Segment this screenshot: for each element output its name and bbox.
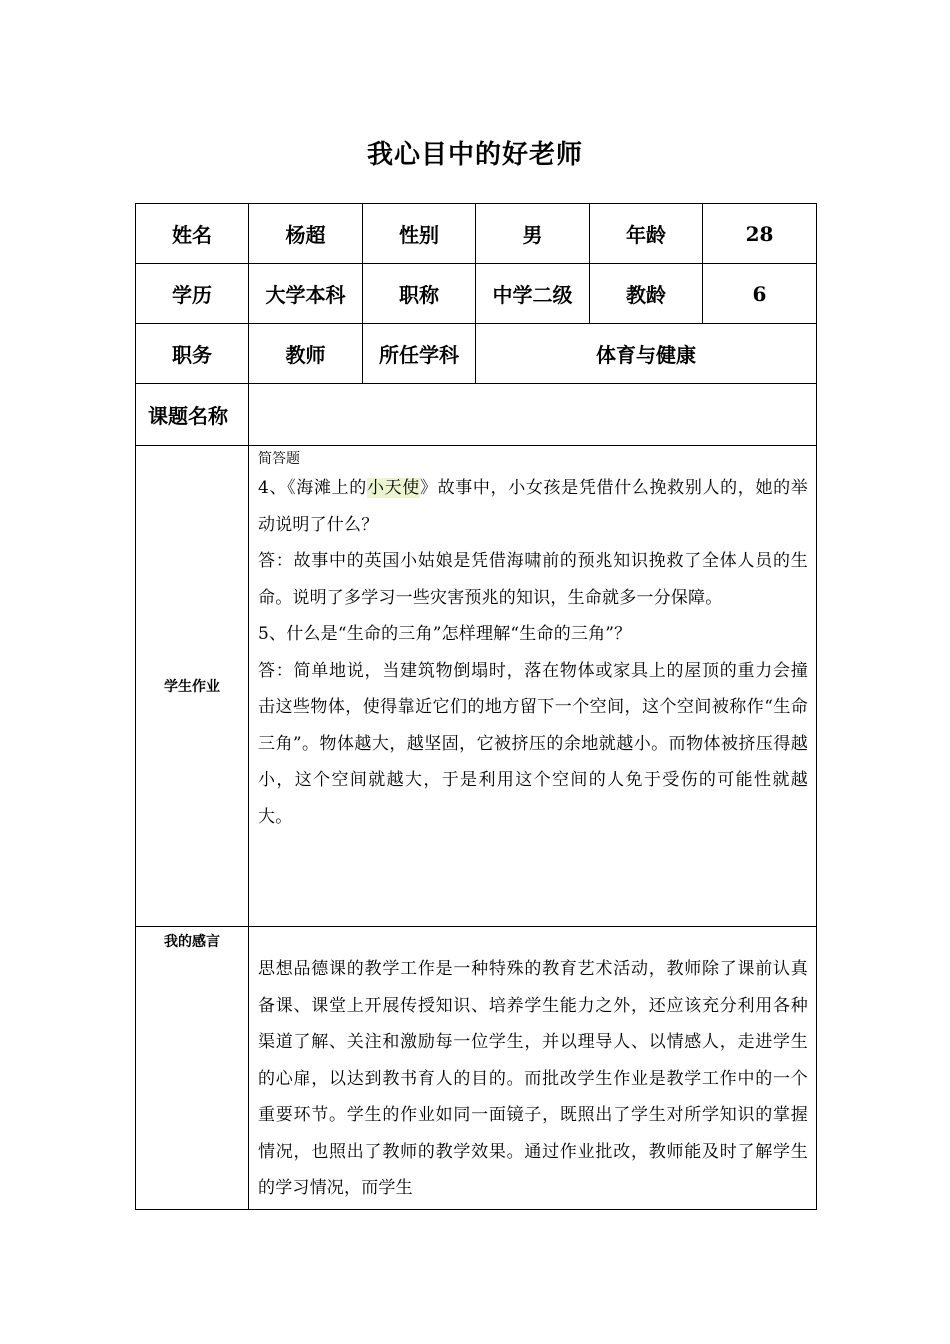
homework-content [249, 446, 817, 927]
name-value: 杨超 [249, 204, 363, 264]
duty-value: 教师 [249, 324, 363, 384]
feelings-text: 思想品德课的教学工作是一种特殊的教育艺术活动，教师除了课前认真备课、课堂上开展传授知识、培养学生能力之外，还应该充分利用各种渠道了解、关注和激励每一位学生，并以理导人、以情感人，走进学生的心扉，以达到教书育人的目的。而批改学生作业是教学工作中的一个重要环节。学生的作业如同一面镜子，既照出了学生对所学知识的掌握情况，也照出了教师的教学效果。通过作业批改，教师能及时了解学生的学习情况，而学生 [258, 959, 808, 1198]
question-5: 5、什么是“生命的三角”怎样理解“生命的三角”？ [258, 624, 632, 644]
page-title: 我心目中的好老师 [366, 140, 583, 170]
age-value: 28 [703, 204, 817, 264]
duty-label: 职务 [136, 324, 249, 384]
subject-label: 所任学科 [363, 324, 476, 384]
table-row [136, 927, 817, 1210]
topic-value [249, 384, 817, 446]
title-rank-label: 职称 [363, 264, 476, 324]
table-row [136, 204, 817, 264]
table-row [136, 446, 817, 927]
age-label: 年龄 [590, 204, 703, 264]
teaching-years-value: 6 [703, 264, 817, 324]
topic-label: 课题名称 [136, 384, 249, 446]
homework-heading: 简答题 [258, 451, 300, 467]
homework-label: 学生作业 [136, 446, 249, 927]
subject-value: 体育与健康 [476, 324, 817, 384]
answer-5: 答：简单地说，当建筑物倒塌时，落在物体或家具上的屋顶的重力会撞击这些物体，使得靠近它们的地方留下一个空间，这个空间被称作“生命三角”。物体越大，越坚固，它被挤压的余地就越小。而物体被挤压得越小，这个空间就越大，于是利用这个空间的人免于受伤的可能性就越大。 [258, 660, 808, 827]
teaching-years-label: 教龄 [590, 264, 703, 324]
question-4: 4、《海滩上的小天使》故事中，小女孩是凭借什么挽救别人的，她的举动说明了什么？ [258, 478, 808, 535]
title-rank-value: 中学二级 [476, 264, 590, 324]
education-label: 学历 [136, 264, 249, 324]
feelings-content [249, 927, 817, 1210]
answer-4: 答：故事中的英国小姑娘是凭借海啸前的预兆知识挽救了全体人员的生命。说明了多学习一些灾害预兆的知识，生命就多一分保障。 [258, 551, 808, 608]
table-row [136, 384, 817, 446]
table-row [136, 324, 817, 384]
table-row [136, 264, 817, 324]
gender-label: 性别 [363, 204, 476, 264]
education-value: 大学本科 [249, 264, 363, 324]
gender-value: 男 [476, 204, 590, 264]
feelings-label: 我的感言 [136, 927, 249, 1210]
teacher-info-table [135, 203, 817, 1210]
name-label: 姓名 [136, 204, 249, 264]
highlighted-text: 小天使 [366, 478, 420, 498]
